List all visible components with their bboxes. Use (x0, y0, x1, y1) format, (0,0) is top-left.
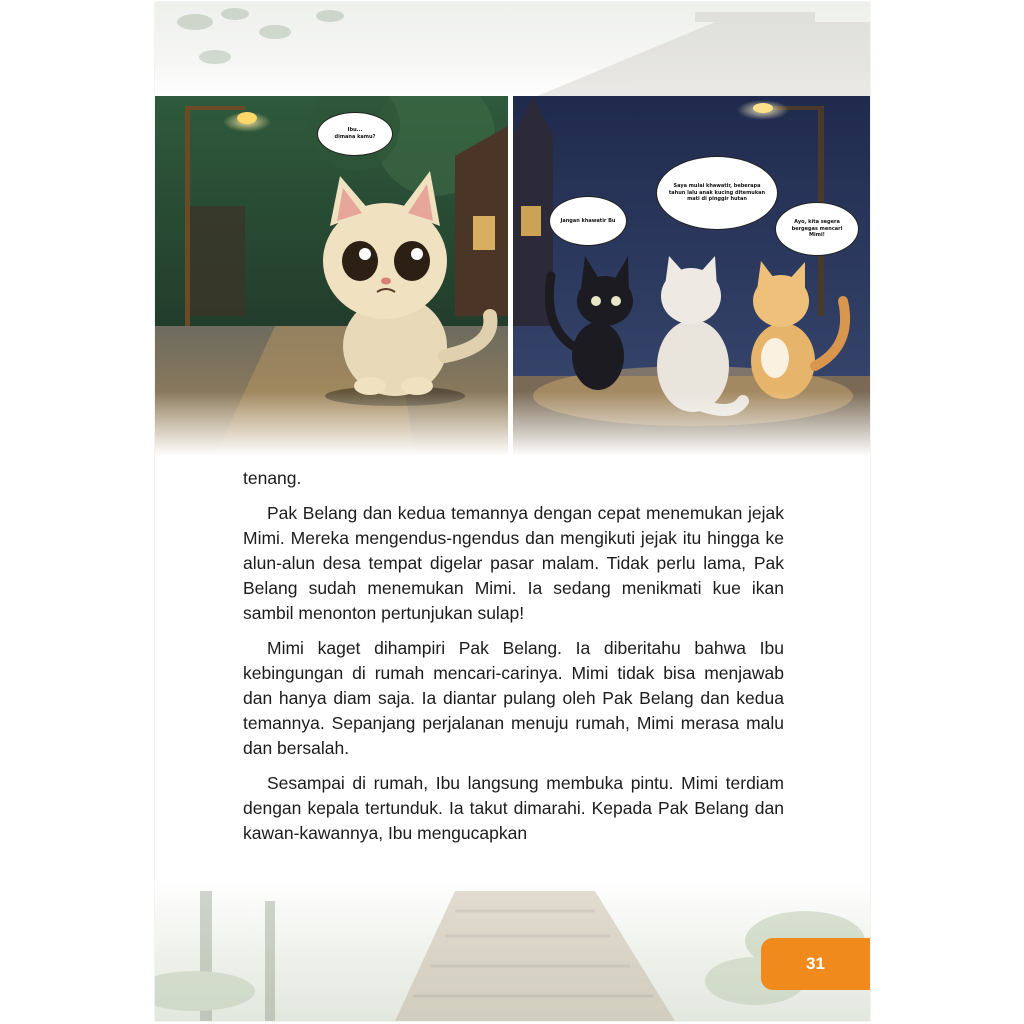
top-scenery-illustration (155, 2, 870, 102)
illustration-lost-kitten (155, 96, 508, 456)
speech-bubble-white-cat-text: Saya mulai khawatir, beberapa tahun lalu anak kucing ditemukan mati di pinggir hutan (668, 182, 766, 203)
story-text (243, 466, 784, 856)
story-paragraph: tenang. (243, 468, 302, 488)
speech-bubble-black-cat-text: Jangan khawatir Bu (560, 217, 616, 224)
story-paragraph: Mimi kaget dihampiri Pak Belang. Ia diberitahu bahwa Ibu kebingungan di rumah mencari-carinya. Mimi tidak bisa menjawab dan hanya diam saja. Ia diantar pulang oleh Pak Belang dan kedua temannya. Sepanjang perjalanan menuju rumah, Mimi merasa malu dan bersalah. (243, 638, 784, 758)
speech-bubble-kitten-text: Ibu... dimana kamu? (334, 127, 376, 140)
speech-bubble-orange-cat-text: Ayo, kita segera bergegas mencari Mimi! (791, 218, 843, 239)
page-number: 31 (806, 954, 825, 973)
three-cats-scene (513, 96, 870, 456)
page-number-badge (761, 938, 870, 990)
story-paragraph: Sesampai di rumah, Ibu langsung membuka pintu. Mimi terdiam dengan kepala tertunduk. Ia takut dimarahi. Kepada Pak Belang dan kawan-kawannya, Ibu mengucapkan (243, 773, 784, 843)
speech-bubble-orange-cat (775, 202, 859, 256)
speech-bubble-white-cat (656, 156, 778, 230)
story-paragraph: Pak Belang dan kedua temannya dengan cepat menemukan jejak Mimi. Mereka mengendus-ngendus dan mengikuti jejak itu hingga ke alun-alun desa tempat digelar pasar malam. Tidak perlu lama, Pak Belang sudah menemukan Mimi. Ia sedang menikmati kue ikan sambil menonton pertunjukan sulap! (243, 503, 784, 623)
illustration-three-cats (513, 96, 870, 456)
book-page (155, 2, 870, 1021)
speech-bubble-black-cat (549, 196, 627, 246)
speech-bubble-kitten (317, 112, 393, 156)
top-background (155, 2, 870, 102)
